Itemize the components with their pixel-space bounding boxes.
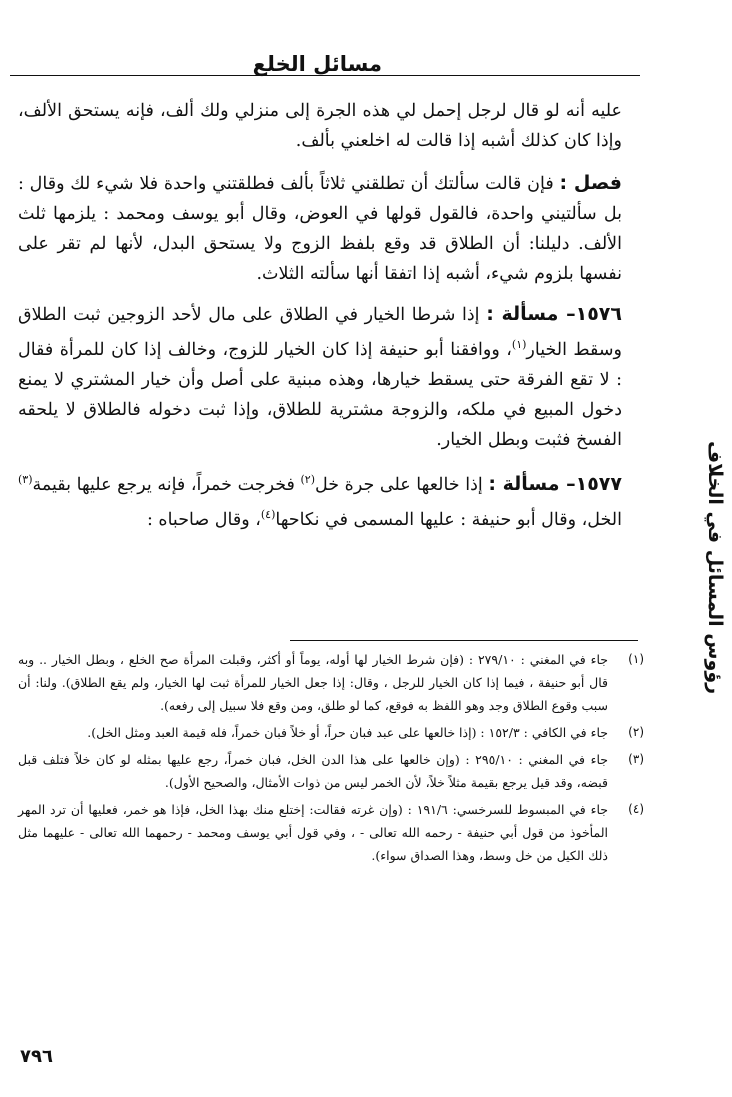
page-number: ٧٩٦ bbox=[20, 1046, 53, 1067]
issue-1576-heading: ١٥٧٦– مسألة : bbox=[486, 303, 622, 325]
footnote-number: (١) bbox=[628, 652, 644, 666]
footnote-text: جاء في المغني : ٢٧٩/١٠ : (فإن شرط الخيار لها أوله، يوماً أو أكثر، وقبلت المرأة صح الخلع ، وبطل الخيار .. وبه قال أبو حنيفة ، فيما إذا كان الخيار للرجل ، وقال: إذا جعل الخيار للمرأة ثبت لها الخيار، ولم يقع الطلاق). ولنا: أن سبب وقوع الطلاق وجد وهو اللفظ به فوقع، كما لو طلق، ومن وقع فلا سبيل إلى رفعه). bbox=[18, 652, 608, 713]
paragraph-fasl bbox=[18, 168, 622, 289]
footnote-3 bbox=[18, 748, 644, 794]
footnote-ref-3[interactable]: (٣) bbox=[18, 472, 33, 486]
paragraph-1 bbox=[18, 96, 622, 156]
footnote-number: (٣) bbox=[628, 752, 644, 766]
main-text bbox=[18, 96, 622, 544]
paragraph-fasl-text: فإن قالت سألتك أن تطلقني ثلاثاً بألف فطلقتني واحدة فلا شيء لك وقال : بل سألتيني واحدة، فالقول قولها في العوض، وقال أبو يوسف ومحمد : يلزمها ثلث الألف. دليلنا: أن الطلاق قد وقع بلفظ الزوج ولا يستحق البدل، لأنها لم تقر على نفسها بلزوم شيء، أشبه إذا اتفقا أنها سألته الثلاث. bbox=[18, 174, 622, 284]
paragraph-1-text: عليه أنه لو قال لرجل إحمل لي هذه الجرة إلى منزلي ولك ألف، فإنه يستحق الألف، وإذا كان كذلك أشبه إذا قالت له اخلعني بألف. bbox=[18, 101, 622, 151]
issue-1577 bbox=[18, 465, 622, 535]
side-book-title: رؤوس المسائل في الخلاف bbox=[704, 441, 726, 695]
header-divider bbox=[10, 75, 640, 76]
issue-1576 bbox=[18, 299, 622, 455]
issue-1577-text-c: الخل، وقال أبو حنيفة : عليها المسمى في نكاحها bbox=[275, 509, 622, 530]
issue-1576-text-b: ، ووافقنا أبو حنيفة إذا كان الخيار للزوج، وخالف إذا كان للمرأة فقال : لا تقع الفرقة حتى يسقط خيارها، وهذه مبنية على أصل وأن خيار المشتري لا يمنع دخول المبيع في ملكه، والزوجة مشترية للطلاق، وإذا ثبت دخوله فالطلاق لا يلحقه الفسخ فثبت وبطل الخيار. bbox=[18, 339, 622, 450]
section-label: فصل : bbox=[559, 172, 622, 194]
footnote-number: (٢) bbox=[628, 725, 644, 739]
footnote-number: (٤) bbox=[628, 802, 644, 816]
footnote-4 bbox=[18, 798, 644, 867]
footnote-ref-2[interactable]: (٢) bbox=[300, 472, 315, 486]
footnote-text: جاء في الكافي : ١٥٢/٣ : (إذا خالعها على عبد فبان حراً، أو خلاً فبان خمراً، فله قيمة العبد ومثل الخل). bbox=[87, 725, 608, 740]
page-title: مسائل الخلع bbox=[252, 52, 382, 76]
footnote-1 bbox=[18, 648, 644, 717]
footnote-text: جاء في المغني : ٢٩٥/١٠ : (وإن خالعها على هذا الدن الخل، فبان خمراً، رجع عليها بمثله لو كان خلاً فتلف قبل قبضه، وقد قيل يرجع بقيمة مثلاً خلاً، لأن الخمر ليس من ذوات الأمثال، والصحيح الأول). bbox=[18, 752, 608, 790]
issue-1577-text-b: فخرجت خمراً، فإنه يرجع عليها بقيمة bbox=[32, 474, 301, 495]
footnotes bbox=[18, 648, 644, 871]
running-header bbox=[10, 52, 640, 82]
footnote-text: جاء في المبسوط للسرخسي: ١٩١/٦ : (وإن غرته فقالت: إختلع منك بهذا الخل، فإذا هو خمر، فعليها أن ترد المهر المأخوذ من قول أبي حنيفة - رحمه الله تعالى - ، وفي قول أبي يوسف ومحمد - رحمهما الله تعالى - عليهما مثل ذلك الكيل من خل وسط، وهذا الصداق سواء). bbox=[18, 802, 608, 863]
issue-1577-text-a: إذا خالعها على جرة خل bbox=[315, 474, 483, 495]
footnote-ref-1[interactable]: (١) bbox=[511, 338, 527, 351]
footnote-2 bbox=[18, 721, 644, 744]
footnote-ref-4[interactable]: (٤) bbox=[260, 507, 276, 521]
issue-1576-text-a: إذا شرطا الخيار في الطلاق على مال لأحد الزوجين ثبت الطلاق وسقط الخيار bbox=[18, 305, 622, 360]
footnote-divider bbox=[290, 640, 638, 641]
issue-1577-heading: ١٥٧٧– مسألة : bbox=[488, 472, 622, 495]
issue-1577-text-d: ، وقال صاحباه : bbox=[146, 509, 261, 530]
